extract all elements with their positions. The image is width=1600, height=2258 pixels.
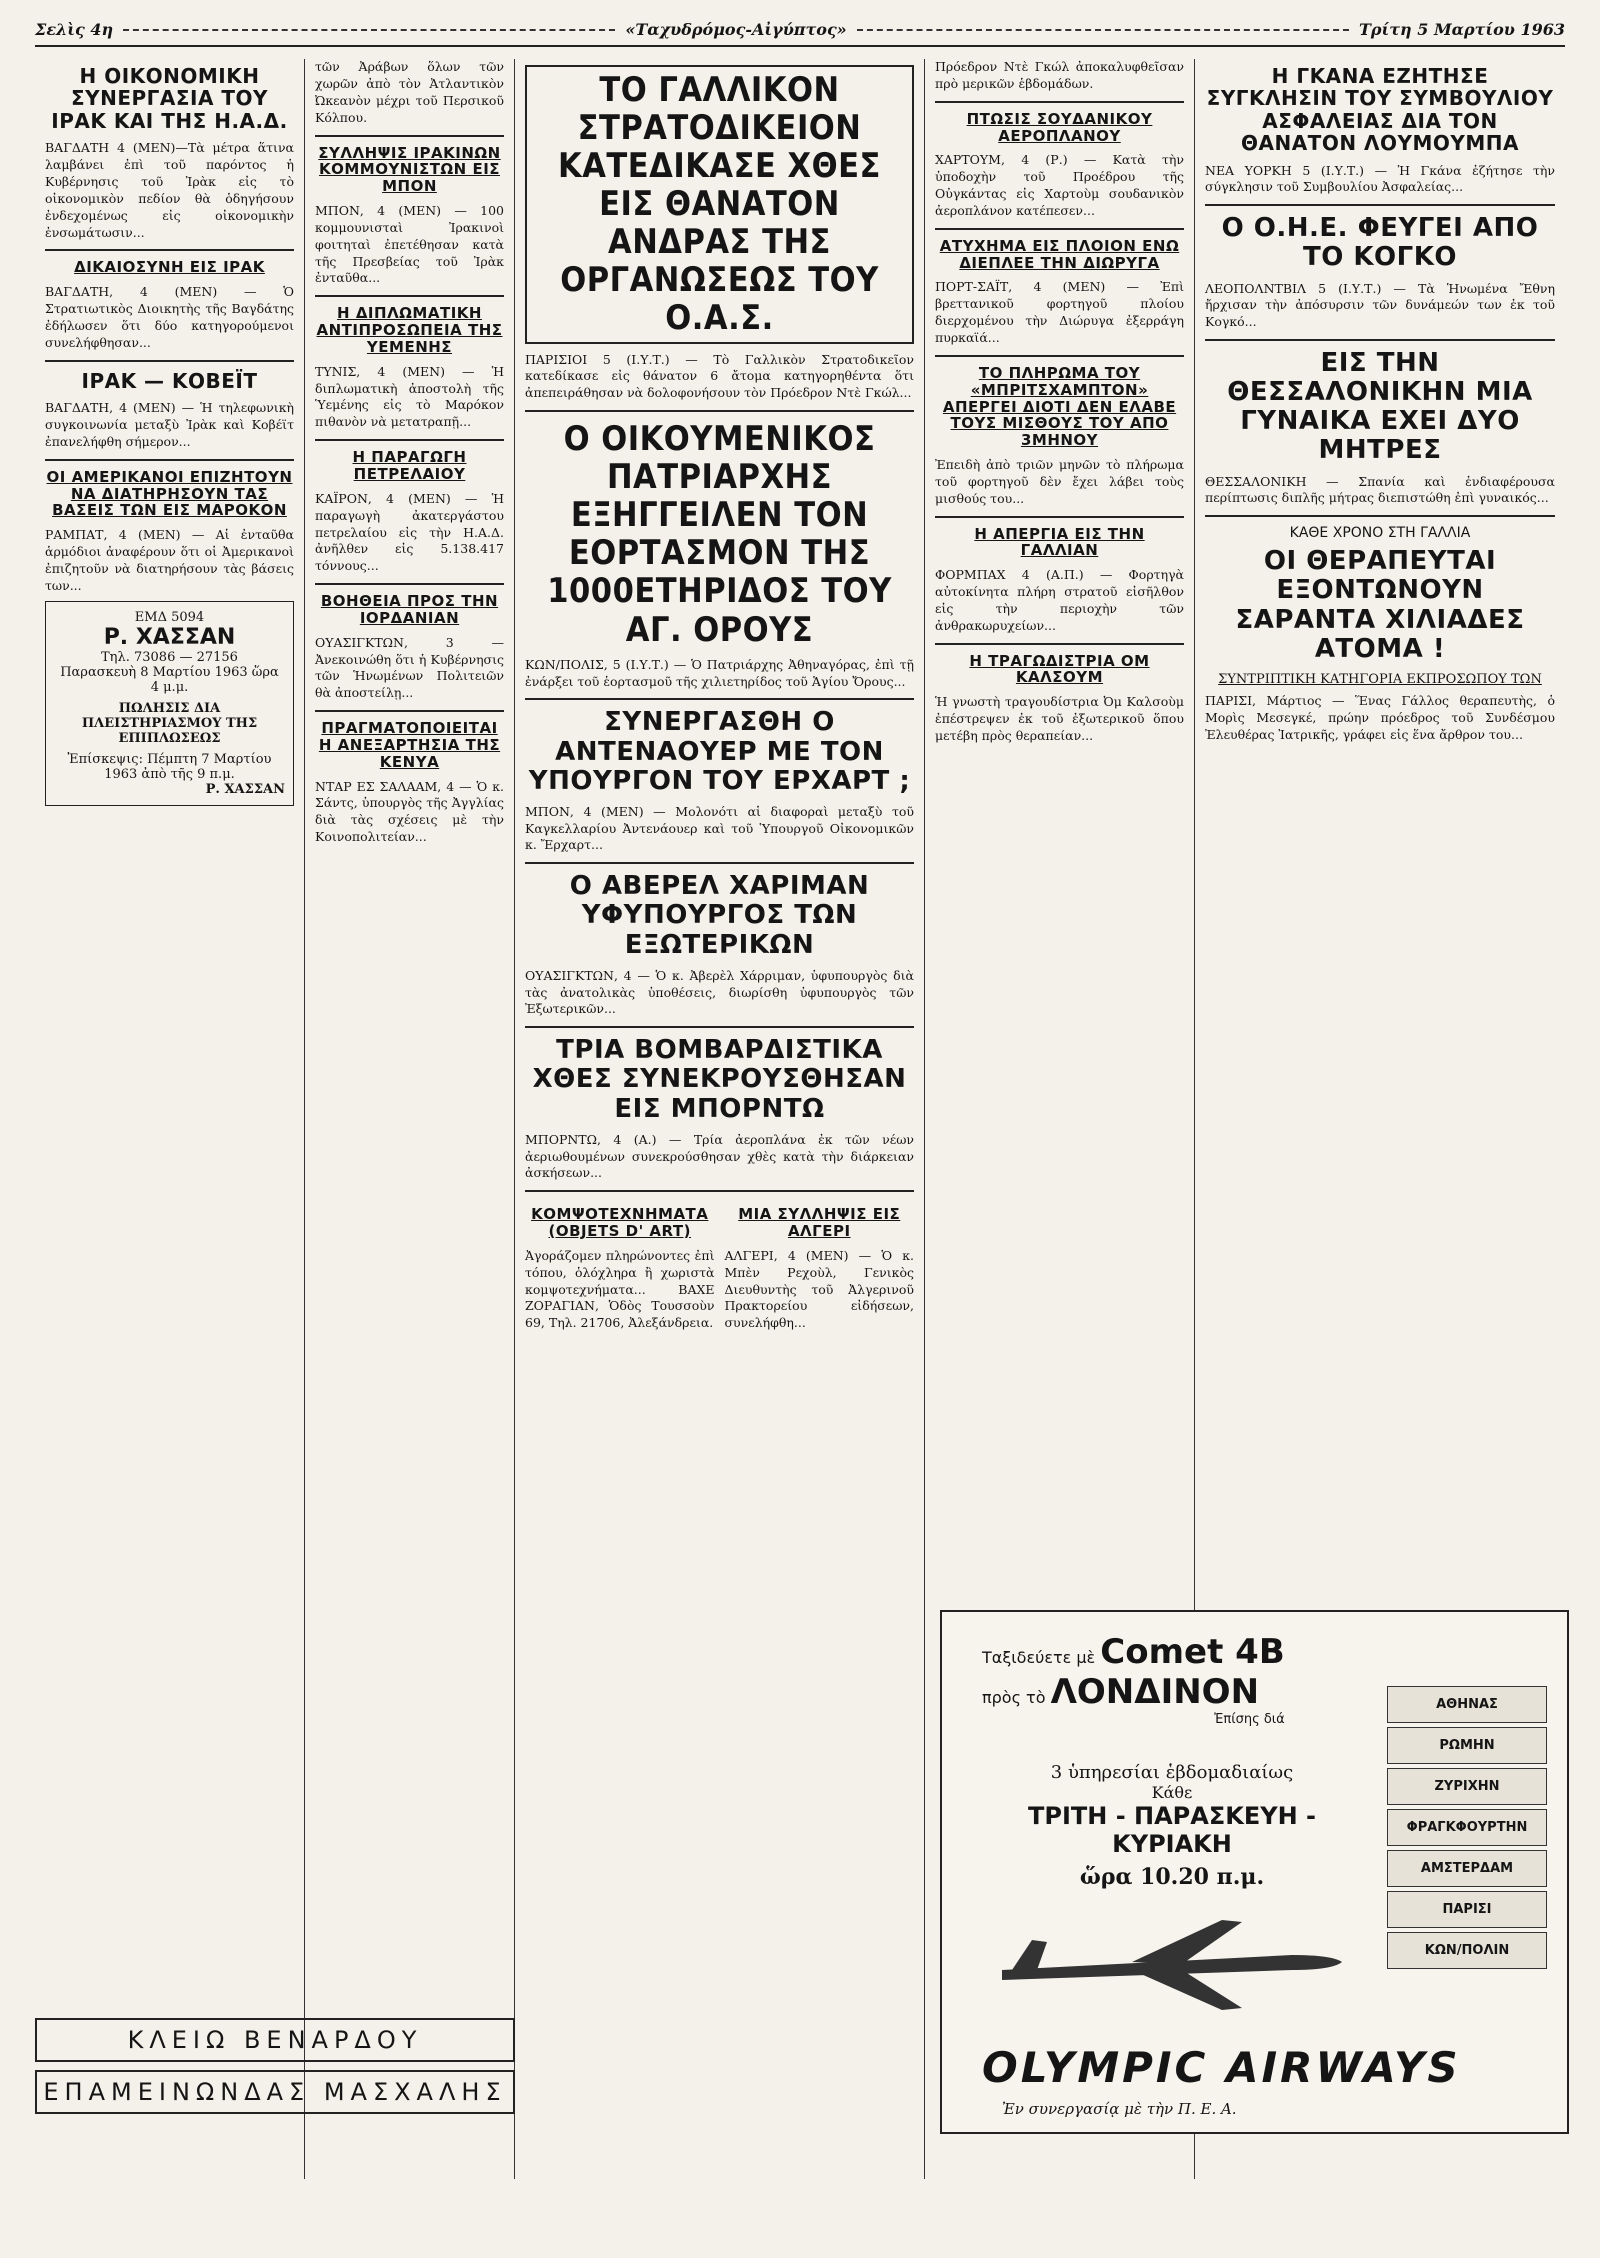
headline: ΚΟΜΨΟΤΕΧΝΗΜΑΤΑ (OBJETS D' ART): [531, 1205, 709, 1241]
headline: ΠΤΩΣΙΣ ΣΟΥΔΑΝΙΚΟΥ ΑΕΡΟΠΛΑΝΟΥ: [966, 109, 1153, 145]
article-text: ΦΟΡΜΠΑΧ 4 (Α.Π.) — Φορτηγὰ αὐτοκίνητα πλήρη στρατοῦ εἰσῆλθον εἰς τὴν περιοχὴν τῶν ἀνθρακωρυχείων...: [935, 567, 1184, 633]
article-text: ΒΑΓΔΑΤΗ, 4 (ΜΕΝ) — Ὁ Στρατιωτικὸς Διοικητὴς τῆς Βαγδάτης ἐδήλωσεν ὅτι δύο κατηγορούμενοι συνελήφθησαν...: [45, 284, 294, 350]
article-text: Ἐπειδὴ ἀπὸ τριῶν μηνῶν τὸ πλήρωμα τοῦ φορτηγοῦ δὲν ἔχει λάβει τοὺς μισθούς του...: [935, 456, 1184, 506]
article-text: ΛΕΟΠΟΛΝΤΒΙΛ 5 (Ι.Υ.Τ.) — Τὰ Ἡνωμένα Ἔθνη ἤρχισαν τὴν ἀπόσυρσιν τῶν δυνάμεών των ἐκ τοῦ Κογκό...: [1205, 280, 1555, 330]
headline: ΔΙΚΑΙΟΣΥΝΗ ΕΙΣ ΙΡΑΚ: [74, 258, 265, 277]
headline: ΕΙΣ ΤΗΝ ΘΕΣΣΑΛΟΝΙΚΗΝ ΜΙΑ ΓΥΝΑΙΚΑ ΕΧΕΙ ΔΥΟ ΜΗΤΡΕΣ: [1227, 348, 1533, 466]
headline: Η ΔΙΠΛΩΜΑΤΙΚΗ ΑΝΤΙΠΡΟΣΩΠΕΙΑ ΤΗΣ ΥΕΜΕΝΗΣ: [316, 304, 503, 356]
olympic-airways-ad: [940, 1610, 1569, 2134]
column-3: [515, 59, 925, 2179]
headline: ΒΟΗΘΕΙΑ ΠΡΟΣ ΤΗΝ ΙΟΡΔΑΝΙΑΝ: [320, 592, 499, 627]
ad-text: Ἐπίσκεψις: Πέμπτη 7 Μαρτίου 1963 ἀπὸ τῆς 9 π.μ.: [67, 751, 272, 782]
article-text: ΝΤΑΡ ΕΣ ΣΑΛΑΑΜ, 4 — Ὁ κ. Σάντς, ὑπουργὸς τῆς Ἀγγλίας διὰ τὰς σχέσεις μὲ τὴν Κοινοπολιτείαν...: [315, 778, 504, 845]
column-2: [305, 59, 515, 2179]
column-1: [35, 59, 305, 2179]
headline: Η ΠΑΡΑΓΩΓΗ ΠΕΤΡΕΛΑΙΟΥ: [352, 448, 467, 483]
headline: Η ΓΚΑΝΑ ΕΖΗΤΗΣΕ ΣΥΓΚΛΗΣΙΝ ΤΟΥ ΣΥΜΒΟΥΛΙΟΥ ΑΣΦΑΛΕΙΑΣ ΔΙΑ ΤΟΝ ΘΑΝΑΤΟΝ ΛΟΥΜΟΥΜΠΑ: [1206, 64, 1554, 156]
auction-ad: [45, 601, 294, 806]
city-list: [1387, 1682, 1547, 1973]
article-text: ΝΕΑ ΥΟΡΚΗ 5 (Ι.Υ.Τ.) — Ἡ Γκάνα ἐζήτησε τὴν σύγκλησιν τοῦ Συμβουλίου Ἀσφαλείας...: [1205, 162, 1555, 195]
ad-days: ΤΡΙΤΗ - ΠΑΡΑΣΚΕΥΗ - ΚΥΡΙΑΚΗ: [1027, 1802, 1316, 1858]
article-text: Ἀγοράζομεν πληρώνοντες ἐπὶ τόπου, ὁλόχληρα ἢ χωριστὰ κομψοτεχνήματα... ΒΑΧΕ ΖΟΡΑΓΙΑΝ, Ὁδὸς Τουσσοὺν 69, Τηλ. 21706, Ἀλεξάνδρεια.: [525, 1247, 715, 1331]
ad-brand: OLYMPIC AIRWAYS: [982, 2043, 1461, 2092]
headline: ΤΡΙΑ ΒΟΜΒΑΡΔΙΣΤΙΚΑ ΧΘΕΣ ΣΥΝΕΚΡΟΥΣΘΗΣΑΝ ΕΙΣ ΜΠΟΡΝΤΩ: [532, 1035, 907, 1124]
city-label: ΑΘΗΝΑΣ: [1387, 1686, 1547, 1723]
airplane-icon: [992, 1900, 1352, 2020]
name-box: ΚΛΕΙΩ ΒΕΝΑΡΔΟΥ: [35, 2018, 515, 2062]
ad-text: Τηλ. 73086 — 27156: [101, 649, 238, 665]
city-label: ΑΜΣΤΕΡΔΑΜ: [1387, 1850, 1547, 1887]
article-text: ΒΑΓΔΑΤΗ, 4 (ΜΕΝ) — Ἡ τηλεφωνικὴ συγκοινωνία μεταξὺ Ἰρὰκ καὶ Κοβέϊτ ἐπανελήφθη σήμερον...: [45, 400, 294, 449]
city-label: ΡΩΜΗΝ: [1387, 1727, 1547, 1764]
ad-text: Ἐπίσης διά: [1214, 1712, 1285, 1727]
article-text: Πρόεδρον Ντὲ Γκώλ ἀποκαλυφθεῖσαν πρὸ μερικῶν ἑβδομάδων.: [935, 59, 1184, 91]
name-box: ΕΠΑΜΕΙΝΩΝΔΑΣ ΜΑΣΧΑΛΗΣ: [35, 2070, 515, 2114]
headline: ΟΙ ΑΜΕΡΙΚΑΝΟΙ ΕΠΙΖΗΤΟΥΝ ΝΑ ΔΙΑΤΗΡΗΣΟΥΝ ΤΑΣ ΒΑΣΕΙΣ ΤΩΝ ΕΙΣ ΜΑΡΟΚΟΝ: [46, 467, 293, 520]
article-text: ΠΑΡΙΣΙΟΙ 5 (Ι.Υ.Τ.) — Τὸ Γαλλικὸν Στρατοδικεῖον κατεδίκασε εἰς θάνατον 6 ἄτομα κατηγορηθέντα ὅτι ἀπεπειράθησαν νὰ δολοφονήσουν τὸν Πρόεδρον Ντὲ Γκώλ...: [525, 351, 914, 401]
headline: ΜΙΑ ΣΥΛΛΗΨΙΣ ΕΙΣ ΑΛΓΕΡΙ: [738, 1205, 901, 1241]
headline: ΑΤΥΧΗΜΑ ΕΙΣ ΠΛΟΙΟΝ ΕΝΩ ΔΙΕΠΛΕΕ ΤΗΝ ΔΙΩΡΥΓΑ: [939, 236, 1180, 272]
article-text: ΘΕΣΣΑΛΟΝΙΚΗ — Σπανία καὶ ἐνδιαφέρουσα περίπτωσις διπλῆς μήτρας διεπιστώθη ἐπὶ γυναικός...: [1205, 473, 1555, 506]
article-text: ΠΑΡΙΣΙ, Μάρτιος — Ἕνας Γάλλος θεραπευτὴς, ὁ Μορὶς Μεσεγκέ, πρώην πρόεδρος τοῦ Συνδέσμου Ἐλευθέρας Ἰατρικῆς, γράφει εἰς ἕνα ἄρθρον του...: [1205, 692, 1555, 742]
name-boxes: [35, 2010, 515, 2114]
ad-text: Ταξιδεύετε μὲ: [982, 1648, 1096, 1667]
subheadline: ΣΥΝΤΡΙΠΤΙΚΗ ΚΑΤΗΓΟΡΙΑ ΕΚΠΡΟΣΩΠΟΥ ΤΩΝ: [1218, 671, 1542, 687]
headline: ΟΙ ΘΕΡΑΠΕΥΤΑΙ ΕΞΟΝΤΩΝΟΥΝ ΣΑΡΑΝΤΑ ΧΙΛΙΑΔΕΣ ΑΤΟΜΑ !: [1235, 546, 1525, 664]
article-text: ΚΑΪΡΟΝ, 4 (ΜΕΝ) — Ἡ παραγωγὴ ἀκατεργάστου πετρελαίου εἰς τὴν Η.Α.Δ. ἀνῆλθεν εἰς 5.138.417 τόννους...: [315, 490, 504, 574]
article-text: ΡΑΜΠΑΤ, 4 (ΜΕΝ) — Αἱ ἐνταῦθα ἁρμόδιοι ἀναφέρουν ὅτι οἱ Ἀμερικανοὶ ἐπιζητοῦν νὰ διατηρήσουν τὰς βάσεις των...: [45, 527, 294, 593]
headline: Η ΑΠΕΡΓΙΑ ΕΙΣ ΤΗΝ ΓΑΛΛΙΑΝ: [974, 524, 1145, 560]
ad-text: πρὸς τὸ: [982, 1688, 1046, 1707]
ad-text: Ἐν συνεργασίᾳ μὲ τὴν Π. Ε. Α.: [1002, 2100, 1237, 2118]
paper-name: «Ταχυδρόμος-Αἰγύπτος»: [625, 20, 847, 39]
headline: Ο ΟΙΚΟΥΜΕΝΙΚΟΣ ΠΑΤΡΙΑΡΧΗΣ ΕΞΗΓΓΕΙΛΕΝ ΤΟΝ ΕΟΡΤΑΣΜΟΝ ΤΗΣ 1000ΕΤΗΡΙΔΟΣ ΤΟΥ ΑΓ. ΟΡΟΥΣ: [547, 419, 892, 650]
headline: ΣΥΝΕΡΓΑΣΘΗ Ο ΑΝΤΕΝΑΟΥΕΡ ΜΕ ΤΟΝ ΥΠΟΥΡΓΟΝ ΤΟΥ ΕΡΧΑΡΤ ;: [528, 707, 911, 796]
article-text: ΟΥΑΣΙΓΚΤΩΝ, 3 — Ἀνεκοινώθη ὅτι ἡ Κυβέρνησις τῶν Ἡνωμένων Πολιτειῶν θὰ ἀποστείλῃ...: [315, 634, 504, 701]
ad-text: Παρασκευὴ 8 Μαρτίου 1963 ὥρα 4 μ.μ.: [60, 664, 279, 695]
article-text: ΑΛΓΕΡΙ, 4 (ΜΕΝ) — Ὁ κ. Μπὲν Ρεχοὺλ, Γενικὸς Διευθυντὴς τοῦ Ἀλγερινοῦ Πρακτορείου εἰδήσεων, συνελήφθη...: [724, 1247, 914, 1331]
ad-destination: ΛΟΝΔΙΝΟΝ: [1050, 1672, 1260, 1712]
headline: ΣΥΛΛΗΨΙΣ ΙΡΑΚΙΝΩΝ ΚΟΜΜΟΥΝΙΣΤΩΝ ΕΙΣ ΜΠΟΝ: [318, 143, 501, 196]
article-text: ΜΠΟΝ, 4 (ΜΕΝ) — Μολονότι αἱ διαφοραὶ μεταξὺ τοῦ Καγκελλαρίου Ἀντενάουερ καὶ τοῦ Ὑπουργοῦ Οἰκονομικῶν κ. Ἔρχαρτ...: [525, 803, 914, 853]
ad-name: Ρ. ΧΑΣΣΑΝ: [103, 624, 236, 650]
ad-plane: Comet 4B: [1100, 1632, 1285, 1672]
headline: ΙΡΑΚ — ΚΟΒΕΪΤ: [81, 368, 258, 393]
page-number: Σελὶς 4η: [35, 20, 114, 39]
city-label: ΠΑΡΙΣΙ: [1387, 1891, 1547, 1928]
article-text: ΜΠΟΝ, 4 (ΜΕΝ) — 100 κομμουνισταὶ Ἰρακινοὶ φοιτηταὶ ἐπετέθησαν κατὰ τῆς Πρεσβείας τοῦ Ἰρὰκ ἐνταῦθα...: [315, 202, 504, 286]
lead-headline: ΤΟ ΓΑΛΛΙΚΟΝ ΣΤΡΑΤΟΔΙΚΕΙΟΝ ΚΑΤΕΔΙΚΑΣΕ ΧΘΕΣ ΕΙΣ ΘΑΝΑΤΟΝ ΑΝΔΡΑΣ ΤΗΣ ΟΡΓΑΝΩΣΕΩΣ ΤΟΥ Ο.Α.Σ.: [525, 65, 914, 344]
article-text: ΚΩΝ/ΠΟΛΙΣ, 5 (Ι.Υ.Τ.) — Ὁ Πατριάρχης Ἀθηναγόρας, ἐπὶ τῇ ἐνάρξει τοῦ ἑορτασμοῦ τῆς χιλιετηρίδος τοῦ Ἁγίου Ὄρους...: [525, 656, 914, 689]
ad-text: ΠΩΛΗΣΙΣ ΔΙΑ ΠΛΕΙΣΤΗΡΙΑΣΜΟΥ ΤΗΣ ΕΠΙΠΛΩΣΕΩΣ: [81, 700, 258, 746]
ad-text: ΕΜΔ 5094: [134, 609, 205, 625]
article-text: ΒΑΓΔΑΤΗ 4 (ΜΕΝ)—Τὰ μέτρα ἅτινα λαμβάνει ἐπὶ τοῦ παρόντος ἡ Κυβέρνησις τοῦ Ἰρὰκ εἰς τὸ οἰκονομικὸν πεδίον θὰ ὁδηγήσουν ἐνδεχομένως εἰς οἰκονομικὴν ἐνσωμάτωσιν...: [45, 140, 294, 240]
headline: Ο Ο.Η.Ε. ΦΕΥΓΕΙ ΑΠΟ ΤΟ ΚΟΓΚΟ: [1221, 213, 1539, 273]
article-text: Ἡ γνωστὴ τραγουδίστρια Ὀμ Καλσοὺμ ἐπέστρεψεν ἐκ τοῦ ἐξωτερικοῦ ὅπου μετέβη πρὸς θεραπείαν...: [935, 694, 1184, 743]
headline: ΠΡΑΓΜΑΤΟΠΟΙΕΙΤΑΙ Η ΑΝΕΞΑΡΤΗΣΙΑ ΤΗΣ ΚΕΝΥΑ: [318, 719, 501, 771]
article-text: ΧΑΡΤΟΥΜ, 4 (Ρ.) — Κατὰ τὴν ὑποδοχὴν τοῦ Προέδρου τῆς Οὐγκάντας εἰς Χαρτοὺμ σουδανικὸν ἀεροπλάνον κατέπεσεν...: [935, 152, 1184, 218]
article-text: ΠΟΡΤ-ΣΑΪΤ, 4 (ΜΕΝ) — Ἐπὶ βρεττανικοῦ φορτηγοῦ πλοίου διερχομένου τὴν Διώρυγα ἐξερράγη πυρκαϊά...: [935, 279, 1184, 346]
ad-text: 3 ὑπηρεσίαι ἑβδομαδιαίως: [1050, 1762, 1294, 1783]
article-text: ΟΥΑΣΙΓΚΤΩΝ, 4 — Ὁ κ. Ἀβερὲλ Χάρριμαν, ὑφυπουργὸς διὰ τὰς ἀνατολικὰς ὑποθέσεις, διωρίσθη ὑφυπουργὸς τῶν Ἐξωτερικῶν...: [525, 967, 914, 1017]
article-text: ΜΠΟΡΝΤΩ, 4 (Α.) — Τρία ἀεροπλάνα ἐκ τῶν νέων ἀεριωθουμένων συνεκρούσθησαν χθὲς κατὰ τὴν διάρκειαν ἀσκήσεων...: [525, 1131, 914, 1181]
ad-text: Κάθε: [1151, 1783, 1193, 1802]
headline: Η ΤΡΑΓΩΔΙΣΤΡΙΑ ΟΜ ΚΑΛΣΟΥΜ: [969, 651, 1150, 687]
ad-time: ὥρα 10.20 π.μ.: [1079, 1864, 1265, 1890]
city-label: ΦΡΑΓΚΦΟΥΡΤΗΝ: [1387, 1809, 1547, 1846]
city-label: ΚΩΝ/ΠΟΛΙΝ: [1387, 1932, 1547, 1969]
headline: Η ΟΙΚΟΝΟΜΙΚΗ ΣΥΝΕΡΓΑΣΙΑ ΤΟΥ ΙΡΑΚ ΚΑΙ ΤΗΣ Η.Α.Δ.: [51, 64, 288, 133]
ad-text: Ρ. ΧΑΣΣΑΝ: [205, 781, 285, 797]
masthead: [35, 20, 1565, 47]
article-text: τῶν Ἀράβων ὅλων τῶν χωρῶν ἀπὸ τὸν Ἀτλαντικὸν Ὠκεανὸν μέχρι τοῦ Περσικοῦ Κόλπου.: [315, 59, 504, 125]
headline: ΤΟ ΠΛΗΡΩΜΑ ΤΟΥ «ΜΠΡΙΤΣΧΑΜΠΤΟΝ» ΑΠΕΡΓΕΙ ΔΙΟΤΙ ΔΕΝ ΕΛΑΒΕ ΤΟΥΣ ΜΙΣΘΟΥΣ ΤΟΥ ΑΠΟ 3ΜΗΝΟΥ: [942, 363, 1177, 450]
newspaper-page: [35, 20, 1565, 2200]
issue-date: Τρίτη 5 Μαρτίου 1963: [1358, 20, 1565, 39]
article-text: ΤΥΝΙΣ, 4 (ΜΕΝ) — Ἡ διπλωματικὴ ἀποστολὴ τῆς Ὑεμένης εἰς τὸ Μαρόκον πιθανὸν νὰ μετατραπῇ...: [315, 363, 504, 430]
headline: Ο ΑΒΕΡΕΛ ΧΑΡΙΜΑΝ ΥΦΥΠΟΥΡΓΟΣ ΤΩΝ ΕΞΩΤΕΡΙΚΩΝ: [569, 871, 870, 960]
city-label: ΖΥΡΙΧΗΝ: [1387, 1768, 1547, 1805]
kicker: ΚΑΘΕ ΧΡΟΝΟ ΣΤΗ ΓΑΛΛΙΑ: [1289, 525, 1471, 542]
